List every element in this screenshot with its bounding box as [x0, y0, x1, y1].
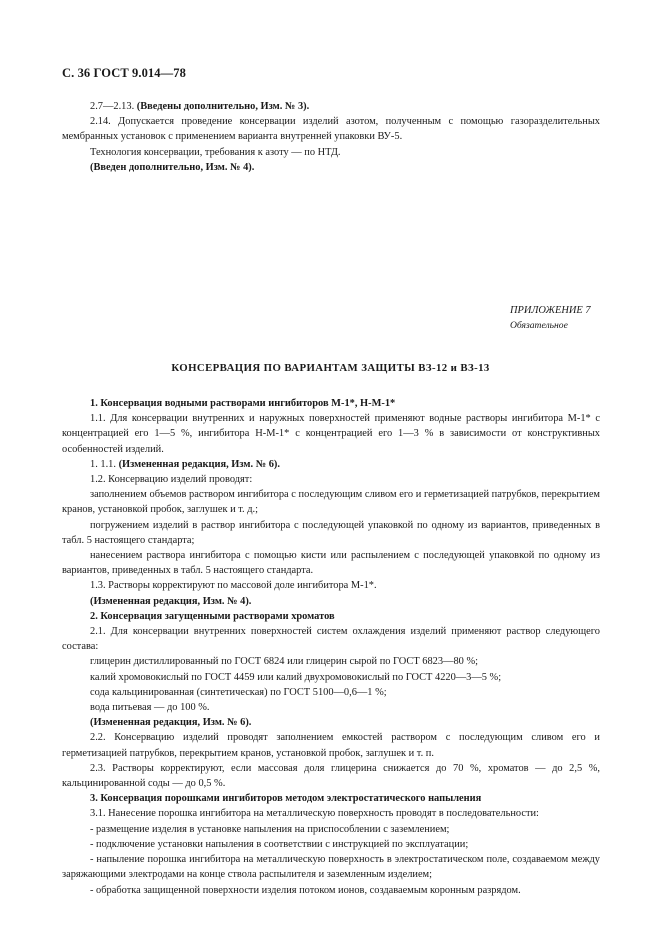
list-item: - размещение изделия в установке напыления на приспособлении с заземлением;: [90, 823, 450, 835]
heading-1: 1. Консервация водными растворами ингибиторов М-1*, Н-М-1*: [90, 398, 396, 409]
paragraph: калий хромовокислый по ГОСТ 4459 или калий двухромовокислый по ГОСТ 4220—3—5 %;: [90, 671, 502, 683]
appendix-label: [510, 303, 591, 333]
paragraph: вода питьевая — до 100 %.: [90, 702, 210, 714]
paragraph: 1.1. Для консервации внутренних и наружных поверхностей применяют водные растворы ингибитора М-1* с концентрацией его 1—5 %, ингибитора Н-М-1* с концентрацией его 1—3 % в зависимости от конструктивных особенностей изделий.: [62, 413, 600, 455]
paragraph: заполнением объемов раствором ингибитора с последующим сливом его и герметизацией патрубков, перекрытием кранов, установкой пробок, заглушек и т. д.;: [62, 489, 600, 516]
list-item: - обработка защищенной поверхности изделия потоком ионов, создаваемым коронным разрядом.: [90, 884, 521, 896]
appendix-number: ПРИЛОЖЕНИЕ 7: [510, 305, 591, 316]
paragraph: 1.3. Растворы корректируют по массовой доле ингибитора М-1*.: [90, 580, 377, 592]
paragraph: 2.3. Растворы корректируют, если массовая доля глицерина снижается до 70 %, хроматов — до 2,5 %, кальцинированной соды — до 0,5 %.: [62, 762, 600, 790]
paragraph: 3.1. Нанесение порошка ингибитора на металлическую поверхность проводят в последовательности:: [90, 808, 539, 820]
paragraph: (Измененная редакция, Изм. № 6).: [90, 717, 252, 729]
list-item: - подключение установки напыления в соответствии с инструкцией по эксплуатации;: [90, 838, 469, 850]
paragraph: сода кальцинированная (синтетическая) по ГОСТ 5100—0,6—1 %;: [90, 686, 387, 698]
list-item: - напыление порошка ингибитора на металлическую поверхность в электростатическом поле, создаваемом между заряжающими электродами на конце ствола распылителя и заземленным изделием;: [62, 854, 600, 881]
body-section: [62, 396, 600, 898]
paragraph: 2.2. Консервацию изделий проводят заполнением емкостей раствором с последующим сливом его и герметизацией патрубков, перекрытием кранов, установкой пробок, заглушек и т. п.: [62, 732, 600, 759]
top-section: [62, 99, 600, 175]
paragraph: нанесением раствора ингибитора с помощью кисти или распылением с последующей упаковкой по одному из вариантов, приведенных в табл. 5 настоящего стандарта.: [62, 550, 600, 577]
paragraph: погружением изделий в раствор ингибитора с последующей упаковкой по одному из вариантов, приведенных в табл. 5 настоящего стандарта;: [62, 519, 600, 546]
page-header: С. 36 ГОСТ 9.014—78: [62, 66, 186, 80]
section-title: КОНСЕРВАЦИЯ ПО ВАРИАНТАМ ЗАЩИТЫ ВЗ-12 и ВЗ-13: [171, 362, 490, 374]
paragraph: (Введен дополнительно, Изм. № 4).: [90, 161, 255, 173]
heading-3: 3. Консервация порошками ингибиторов методом электростатического напыления: [90, 793, 482, 805]
paragraph: 1. 1.1. (Измененная редакция, Изм. № 6).: [90, 458, 280, 470]
heading-2: 2. Консервация загущенными растворами хроматов: [90, 610, 335, 622]
paragraph: Технология консервации, требования к азоту — по НТД.: [90, 146, 341, 158]
paragraph: (Измененная редакция, Изм. № 4).: [90, 595, 252, 607]
paragraph: 1.2. Консервацию изделий проводят:: [90, 474, 253, 486]
paragraph: глицерин дистиллированный по ГОСТ 6824 или глицерин сырой по ГОСТ 6823—80 %;: [90, 656, 478, 668]
paragraph: 2.1. Для консервации внутренних поверхностей систем охлаждения изделий применяют раствор следующего состава:: [62, 626, 600, 653]
appendix-status: Обязательное: [510, 320, 568, 331]
paragraph: 2.14. Допускается проведение консервации изделий азотом, полученным с помощью газоразделительных мембранных установок с применением варианта внутренней упаковки ВУ-5.: [62, 116, 600, 143]
paragraph: 2.7—2.13. (Введены дополнительно, Изм. № 3).: [90, 101, 310, 112]
